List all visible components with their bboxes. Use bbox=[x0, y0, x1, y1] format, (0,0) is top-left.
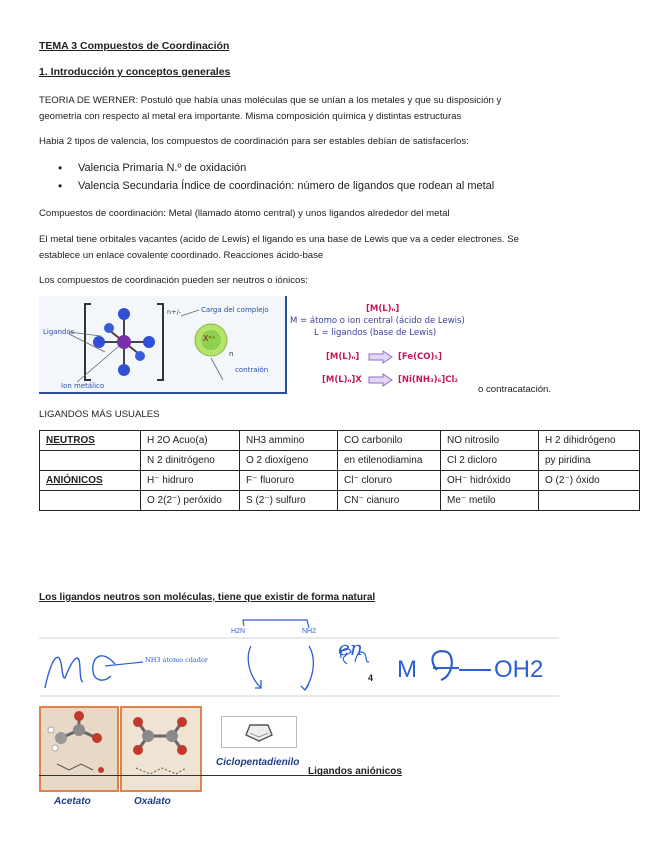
table-cell: NEUTROS bbox=[40, 431, 141, 451]
label-ion-metalico: Ion metálico bbox=[61, 382, 105, 390]
formula-row2-right: [Ni(NH₃)₆]Cl₂ bbox=[398, 375, 459, 385]
handwriting-h2n: H2N bbox=[231, 628, 246, 635]
table-cell bbox=[40, 451, 141, 471]
arrow-icon bbox=[368, 373, 394, 387]
formula-row2-left: [M(L)ₙ]X bbox=[322, 375, 362, 385]
table-cell: Cl 2 dicloro bbox=[441, 451, 539, 471]
formula-row1-right: [Fe(CO)₅] bbox=[398, 352, 442, 362]
table-cell: O 2 dioxígeno bbox=[240, 451, 338, 471]
table-cell: O 2(2⁻) peróxido bbox=[141, 491, 240, 511]
arrow-icon bbox=[368, 350, 394, 364]
neutros-ionicos-text: Los compuestos de coordinación pueden ser neutros o iónicos: bbox=[39, 275, 308, 286]
anionicos-heading: Ligandos aniónicos bbox=[308, 766, 402, 777]
table-cell: OH⁻ hidróxido bbox=[441, 471, 539, 491]
lewis-line-1: El metal tiene orbitales vacantes (acido de Lewis) el ligando es una base de Lewis que va a ceder electrones. Se bbox=[39, 234, 519, 245]
label-n: n bbox=[229, 350, 234, 358]
label-contraion: contraión bbox=[235, 366, 269, 374]
label-ciclo: Ciclopentadienilo bbox=[216, 757, 300, 768]
acetato-panel bbox=[39, 706, 119, 792]
label-oxalato: Oxalato bbox=[134, 796, 171, 807]
formula-l-def: L = ligandos (base de Lewis) bbox=[314, 328, 437, 338]
werner-line-2: geometria con respecto al metal era importante. Misma composición química y distintas estructuras bbox=[39, 111, 462, 122]
valencia-list bbox=[58, 160, 494, 195]
line-under-molecules bbox=[39, 775, 329, 776]
compuestos-def: Compuestos de coordinación: Metal (llamado átomo central) y unos ligandos alrededor del metal bbox=[39, 208, 450, 219]
table-cell bbox=[539, 491, 640, 511]
label-center-ion: Xⁿ⁺ bbox=[203, 334, 216, 343]
section-heading: 1. Introducción y conceptos generales bbox=[39, 66, 231, 78]
table-cell: O (2⁻) óxido bbox=[539, 471, 640, 491]
formula-row1-left: [M(L)ₙ] bbox=[326, 352, 360, 362]
oxalato-panel bbox=[120, 706, 202, 792]
label-charge-sign: n+/- bbox=[167, 308, 182, 316]
label-carga: Carga del complejo bbox=[201, 306, 269, 314]
table-cell: Me⁻ metilo bbox=[441, 491, 539, 511]
ligand-table bbox=[39, 430, 640, 511]
handwriting-m: M bbox=[397, 656, 417, 683]
handwriting-four: 4 bbox=[368, 673, 374, 683]
complex-diagram bbox=[39, 296, 287, 394]
bullet-item: • Valencia Secundaria Índice de coordinación: número de ligandos que rodean al metal bbox=[58, 178, 494, 196]
ciclo-panel bbox=[221, 716, 297, 748]
label-acetato: Acetato bbox=[54, 796, 91, 807]
table-cell: ANIÓNICOS bbox=[40, 471, 141, 491]
bullet-item: • Valencia Primaria N.º de oxidación bbox=[58, 160, 494, 178]
formula-m-def: M = átomo o ion central (ácido de Lewis) bbox=[290, 316, 465, 326]
ciclopentadienilo-ring-icon bbox=[222, 717, 296, 747]
contracatacion-text: o contracatación. bbox=[478, 384, 552, 395]
doc-title: TEMA 3 Compuestos de Coordinación bbox=[39, 40, 230, 52]
table-cell: H⁻ hidruro bbox=[141, 471, 240, 491]
lewis-line-2: establece un enlace covalente coordinado. Reacciones ácido-base bbox=[39, 250, 324, 261]
table-row bbox=[40, 471, 640, 491]
valencia-intro: Habia 2 tipos de valencia, los compuestos de coordinación para ser estables debían de satisfacerlos: bbox=[39, 136, 469, 147]
table-cell: py piridina bbox=[539, 451, 640, 471]
table-row bbox=[40, 491, 640, 511]
table-cell: F⁻ fluoruro bbox=[240, 471, 338, 491]
table-row bbox=[40, 451, 640, 471]
table-cell: CN⁻ cianuro bbox=[338, 491, 441, 511]
table-cell: NO nitrosilo bbox=[441, 431, 539, 451]
ligandos-title: LIGANDOS MÁS USUALES bbox=[39, 409, 160, 420]
table-row bbox=[40, 431, 640, 451]
acetato-molecule-icon bbox=[41, 708, 117, 790]
table-cell: Cl⁻ cloruro bbox=[338, 471, 441, 491]
table-cell: H 2 dihidrógeno bbox=[539, 431, 640, 451]
oxalato-molecule-icon bbox=[122, 708, 200, 790]
table-cell: NH3 ammino bbox=[240, 431, 338, 451]
handwriting-en: en bbox=[338, 636, 363, 660]
werner-line-1: TEORIA DE WERNER: Postuló que había unas moléculas que se unían a los metales y que su disposición y bbox=[39, 95, 502, 106]
table-cell bbox=[40, 491, 141, 511]
table-cell: N 2 dinitrógeno bbox=[141, 451, 240, 471]
formula-ml: [M(L)ₙ] bbox=[366, 304, 400, 314]
table-cell: S (2⁻) sulfuro bbox=[240, 491, 338, 511]
table-cell: CO carbonilo bbox=[338, 431, 441, 451]
table-cell: H 2O Acuo(a) bbox=[141, 431, 240, 451]
handwriting-oh2: OH2 bbox=[494, 656, 544, 683]
label-ligandos: Ligandos bbox=[43, 328, 75, 336]
handwriting-nh3-note: NH3 átomo cdador bbox=[145, 656, 208, 664]
table-cell: en etilenodiamina bbox=[338, 451, 441, 471]
handwriting-nh2: NH2 bbox=[302, 628, 317, 635]
neutros-heading: Los ligandos neutros son moléculas, tiene que existir de forma natural bbox=[39, 592, 376, 603]
